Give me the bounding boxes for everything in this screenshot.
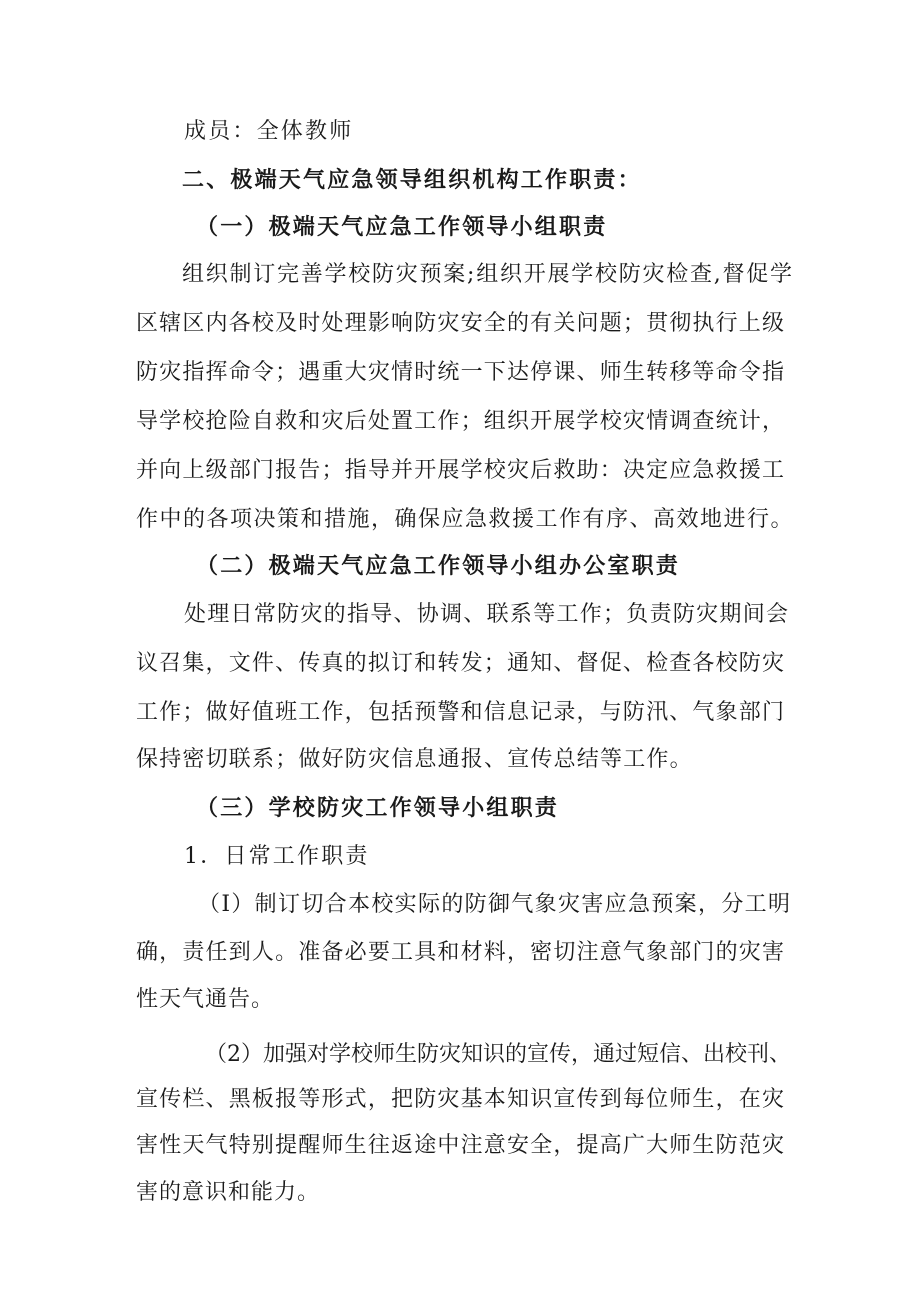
section-2-heading: 二、极端天气应急领导组织机构工作职责： (182, 168, 642, 193)
sub3-paragraph-2-line: 害性天气特别提醒师生往返途中注意安全，提高广大师生防范灾 (136, 1133, 784, 1158)
subsection-3-heading: （三）学校防灾工作领导小组职责 (196, 796, 560, 821)
sub3-paragraph-1-line: （I）制订切合本校实际的防御气象灾害应急预案，分工明 (198, 892, 790, 917)
sub1-paragraph-line: 并向上级部门报告；指导并开展学校灾后救助：决定应急救援工 (136, 458, 784, 483)
sub3-paragraph-2-line: （2）加强对学校师生防灾知识的宣传，通过短信、出校刊、 (205, 1042, 791, 1067)
sub3-paragraph-2-line: 害的意识和能力。 (136, 1180, 321, 1205)
sub1-paragraph-line: 区辖区内各校及时处理影响防灾安全的有关问题；贯彻执行上级 (136, 311, 784, 336)
members-line: 成员：全体教师 (184, 119, 354, 144)
sub2-paragraph-line: 保持密切联系；做好防灾信息通报、宣传总结等工作。 (136, 747, 693, 772)
sub3-paragraph-2-line: 宣传栏、黑板报等形式，把防灾基本知识宣传到每位师生，在灾 (136, 1087, 784, 1112)
sub2-paragraph-line: 处理日常防灾的指导、协调、联系等工作；负责防灾期间会 (184, 602, 788, 627)
sub1-paragraph-line: 导学校抢险自救和灾后处置工作；组织开展学校灾情调查统计， (136, 409, 784, 434)
sub2-paragraph-line: 工作；做好值班工作，包括预警和信息记录，与防汛、气象部门 (136, 700, 784, 725)
subsection-2-heading: （二）极端天气应急工作领导小组办公室职责 (196, 554, 681, 579)
sub2-paragraph-line: 议召集，文件、传真的拟订和转发；通知、督促、检查各校防灾 (136, 651, 784, 676)
sub3-paragraph-1-line: 确，责任到人。准备必要工具和材料，密切注意气象部门的灾害 (136, 940, 784, 965)
subsection-1-heading: （一）极端天气应急工作领导小组职责 (196, 215, 608, 240)
sub3-paragraph-1-line: 性天气通告。 (136, 987, 275, 1012)
sub1-paragraph-line: 防灾指挥命令；遇重大灾情时统一下达停课、师生转移等命令指 (136, 360, 784, 385)
sub1-paragraph-line: 作中的各项决策和措施，确保应急救援工作有序、高效地进行。 (136, 507, 795, 532)
sub1-paragraph-line: 组织制订完善学校防灾预案;组织开展学校防灾检查,督促学 (182, 262, 792, 287)
item-1-heading: 1．日常工作职责 (184, 844, 370, 869)
